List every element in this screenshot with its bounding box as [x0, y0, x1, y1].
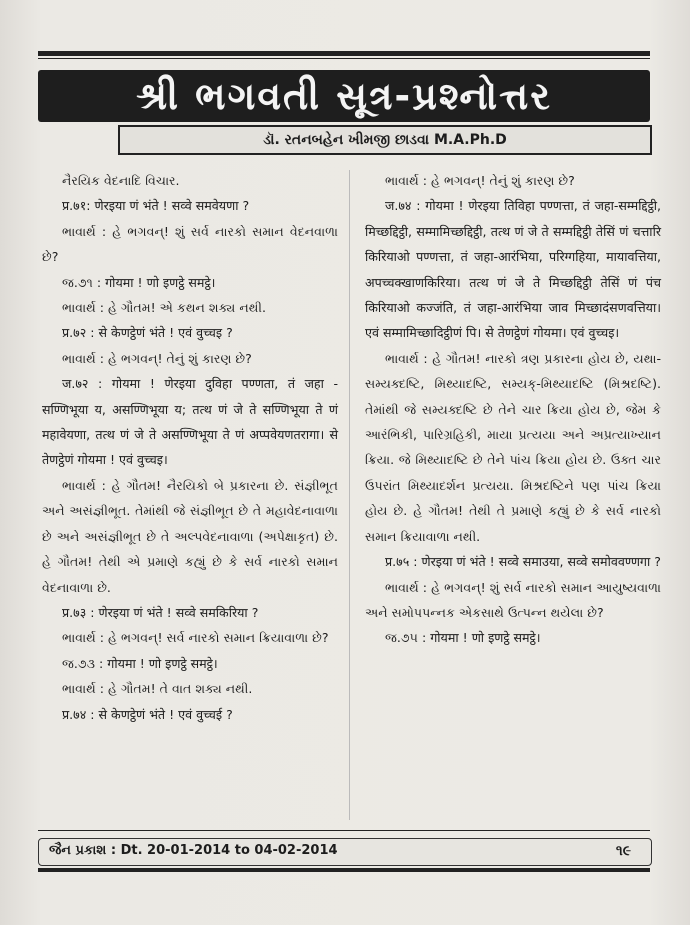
paragraph: ભાવાર્થ : હે ગૌતમ! નારકો ત્રણ પ્રકારના હોય છે, યથા-સમ્યક્દષ્ટિ, મિથ્યાદષ્ટિ, સમ્યક્-મિથ્યાદષ્ટિ (મિશ્રદષ્ટિ). તેમાંથી જે સમ્યક્દષ્ટિ છે તેને ચાર ક્રિયા હોય છે, જેમ કે આરંભિકી, પારિગ્રહિકી, માયા પ્રત્યયા અને અપ્રત્યાખ્યાન ક્રિયા. જે મિથ્યાદષ્ટિ છે તેને પાંચ ક્રિયા હોય છે. ઉક્ત ચાર ઉપરાંત મિથ્યાદર્શન પ્રત્યયા. મિશ્રદષ્ટિને પણ પાંચ ક્રિયા હોય છે. હે ગૌતમ! તેથી તે પ્રમાણે કહ્યું છે કે સર્વ નારકો સમાન ક્રિયાવાળા નથી.: [365, 350, 661, 544]
paragraph: ભાવાર્થ : હે ગૌતમ! નૈરયિકો બે પ્રકારના છે. સંજ્ઞીભૂત અને અસંજ્ઞીભૂત. તેમાંથી જે સંજ્ઞીભૂત છે તે મહાવેદનાવાળા છે અને અસંજ્ઞીભૂત છે તે અલ્પવેદનાવાળા (અપેક્ષાકૃત) છે. હે ગૌતમ! તેથી એ પ્રમાણે કહ્યું છે કે સર્વ નારકો સમાન વેદનાવાળા છે.: [42, 477, 338, 595]
paragraph: प्र.७२ : से केणट्ठेणं भंते ! एवं वुच्चइ ?: [62, 325, 233, 341]
paragraph: ભાવાર્થ : હે ભગવન્! શું સર્વ નારકો સમાન વેદનવાળા છે?: [42, 223, 338, 265]
publication-info: જૈન પ્રકાશ : Dt. 20-01-2014 to 04-02-2014: [49, 843, 338, 858]
top-rule: [38, 51, 650, 56]
paragraph: ભાવાર્થ : હે ગૌતમ! એ કથન શક્ય નથી.: [62, 300, 267, 316]
paragraph: જ.૭૩ : गोयमा ! णो इणट्ठे समट्ठे।: [62, 655, 218, 671]
page-number: ૧૯: [615, 843, 631, 859]
paragraph: જ.૭૧ : गोयमा ! णो इणट्ठे समट्ठे।: [62, 274, 216, 290]
top-rule-thin: [38, 58, 650, 59]
paragraph: ભાવાર્થ : હે ભગવન્! તેનું શું કારણ છે?: [385, 173, 575, 188]
column-divider: [349, 170, 350, 820]
paragraph: ज.७२ : गोयमा ! णेरइया दुविहा पण्णता, तं जहा - सण्णिभूया य, असण्णिभूया य; तत्थ णं जे ते सण्णिभूया ते णं महावेयणा, तत्थ णं जे ते असण्णिभूया ते णं अप्पवेयणतरागा। से तेणट्ठेणं गोयमा ! एवं वुच्चइ।: [42, 376, 338, 468]
page-title: શ્રી ભગવતી સૂત્ર-પ્રશ્નોત્તર: [136, 73, 552, 118]
paragraph: प्र.७५ : णेरइया णं भंते ! सव्वे समाउया, सव्वे समोववण्णगा ?: [385, 554, 661, 570]
paragraph: નૈરયિક વેદનાદિ વિચાર.: [62, 173, 180, 188]
left-column: [42, 168, 338, 727]
title-banner: [38, 70, 650, 122]
paragraph: ज.७४ : गोयमा ! णेरइया तिविहा पण्णत्ता, तं जहा-सम्मद्दिट्ठी, मिच्छद्दिट्ठी, सम्मामिच्छद्दिट्ठी, तत्थ णं जे ते सम्मद्दिट्ठी तेसिं णं चत्तारि किरियाओ पण्णत्ता, तं जहा-आरंभिया, परिग्गहिया, मायावत्तिया, अपच्चक्खाणकिरिया। तत्थ णं जे ते मिच्छद्दिट्ठी तेसिं णं पंच किरियाओ कज्जंति, तं जहा-आरंभिया जाव मिच्छादंसणवत्तिया। एवं सम्मामिच्छादिट्ठीणं पि। से तेणट्ठेणं गोयमा। एवं वुच्चइ।: [365, 198, 661, 341]
paragraph: प्र.७३ : णेरइया णं भंते ! सव्वे समकिरिया ?: [62, 604, 259, 620]
paragraph: જ.૭૫ : गोयमा ! णो इणट्ठे समट्ठे।: [385, 630, 541, 646]
paragraph: प्र.७४ : से केणट्ठेणं भंते ! एवं वुच्चई ?: [62, 706, 233, 722]
footer-bar: [38, 838, 652, 866]
author-name: ડૉ. રતનબહેન ખીમજી છાડવા M.A.Ph.D: [263, 132, 507, 148]
footer-rule-thick: [38, 868, 650, 872]
paragraph: ભાવાર્થ : હે ભગવન્! તેનું શું કારણ છે?: [62, 350, 252, 366]
paragraph: ભાવાર્થ : હે ભગવન્! શું સર્વ નારકો સમાન આયુષ્યવાળા અને સમોપપન્નક એકસાથે ઉત્પન્ન થયેલા છે?: [365, 579, 661, 620]
paragraph: प्र.७१: णेरइया णं भंते ! सव्वे समवेयणा ?: [62, 198, 250, 214]
paragraph: ભાવાર્થ : હે ભગવન્! સર્વ નારકો સમાન ક્રિયાવાળા છે?: [62, 630, 329, 646]
right-column: [365, 168, 661, 651]
author-byline: [118, 125, 652, 155]
paragraph: ભાવાર્થ : હે ગૌતમ! તે વાત શક્ય નથી.: [62, 681, 253, 697]
footer-rule: [38, 830, 650, 831]
